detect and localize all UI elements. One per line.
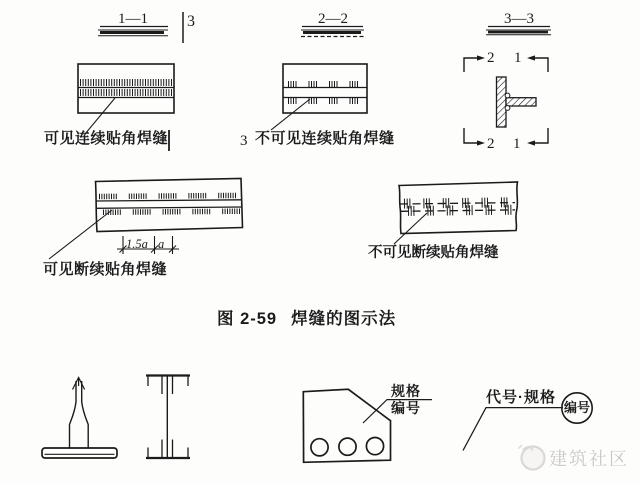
plate-callout-number: 编号 bbox=[391, 399, 421, 416]
section-symbol-1-1 bbox=[98, 27, 168, 36]
figure-caption-number: 图 2-59 bbox=[217, 310, 278, 328]
plate-callout-spec: 规格 bbox=[391, 382, 421, 399]
label-visible-intermittent-weld: 可见断续贴角焊缝 bbox=[43, 260, 168, 278]
dimension-pitch-label: 1.5a bbox=[126, 236, 148, 251]
tee-profile-drawing bbox=[42, 378, 117, 459]
ibeam-profile-drawing bbox=[146, 376, 190, 459]
label-invisible-continuous-prefix: 3 bbox=[240, 133, 248, 149]
figure-caption bbox=[217, 310, 396, 328]
tee-section-hatched bbox=[497, 77, 537, 127]
weld-diagram-invisible-continuous bbox=[271, 64, 367, 130]
section-mark-3-label: 3 bbox=[187, 13, 195, 30]
cut-number-bottom-right: 1 bbox=[513, 135, 521, 152]
dimension-length-label: a bbox=[158, 236, 165, 251]
watermark-logo-icon bbox=[519, 445, 545, 470]
code-spec-label: 代号·规格 bbox=[486, 389, 556, 406]
label-visible-continuous-weld: 可见连续贴角焊缝 bbox=[44, 130, 169, 147]
section-label-1-1: 1—1 bbox=[118, 11, 148, 27]
section-symbol-2-2 bbox=[301, 27, 364, 37]
cut-number-top-right: 1 bbox=[514, 50, 522, 66]
weld-diagram-invisible-intermittent bbox=[394, 182, 518, 244]
label-invisible-continuous-weld: 不可见连续贴角焊缝 bbox=[255, 129, 395, 147]
watermark-text: 建筑社区 bbox=[549, 449, 629, 469]
label-invisible-intermittent-weld: 不可见断续贴角焊缝 bbox=[368, 244, 499, 261]
section-label-3-3: 3—3 bbox=[504, 11, 534, 27]
circle-number-label: 编号 bbox=[563, 400, 590, 415]
cut-number-bottom-left: 2 bbox=[487, 135, 495, 152]
section-label-2-2: 2—2 bbox=[318, 11, 348, 27]
figure-caption-title: 焊缝的图示法 bbox=[291, 310, 397, 328]
cut-number-top-left: 2 bbox=[487, 50, 495, 66]
